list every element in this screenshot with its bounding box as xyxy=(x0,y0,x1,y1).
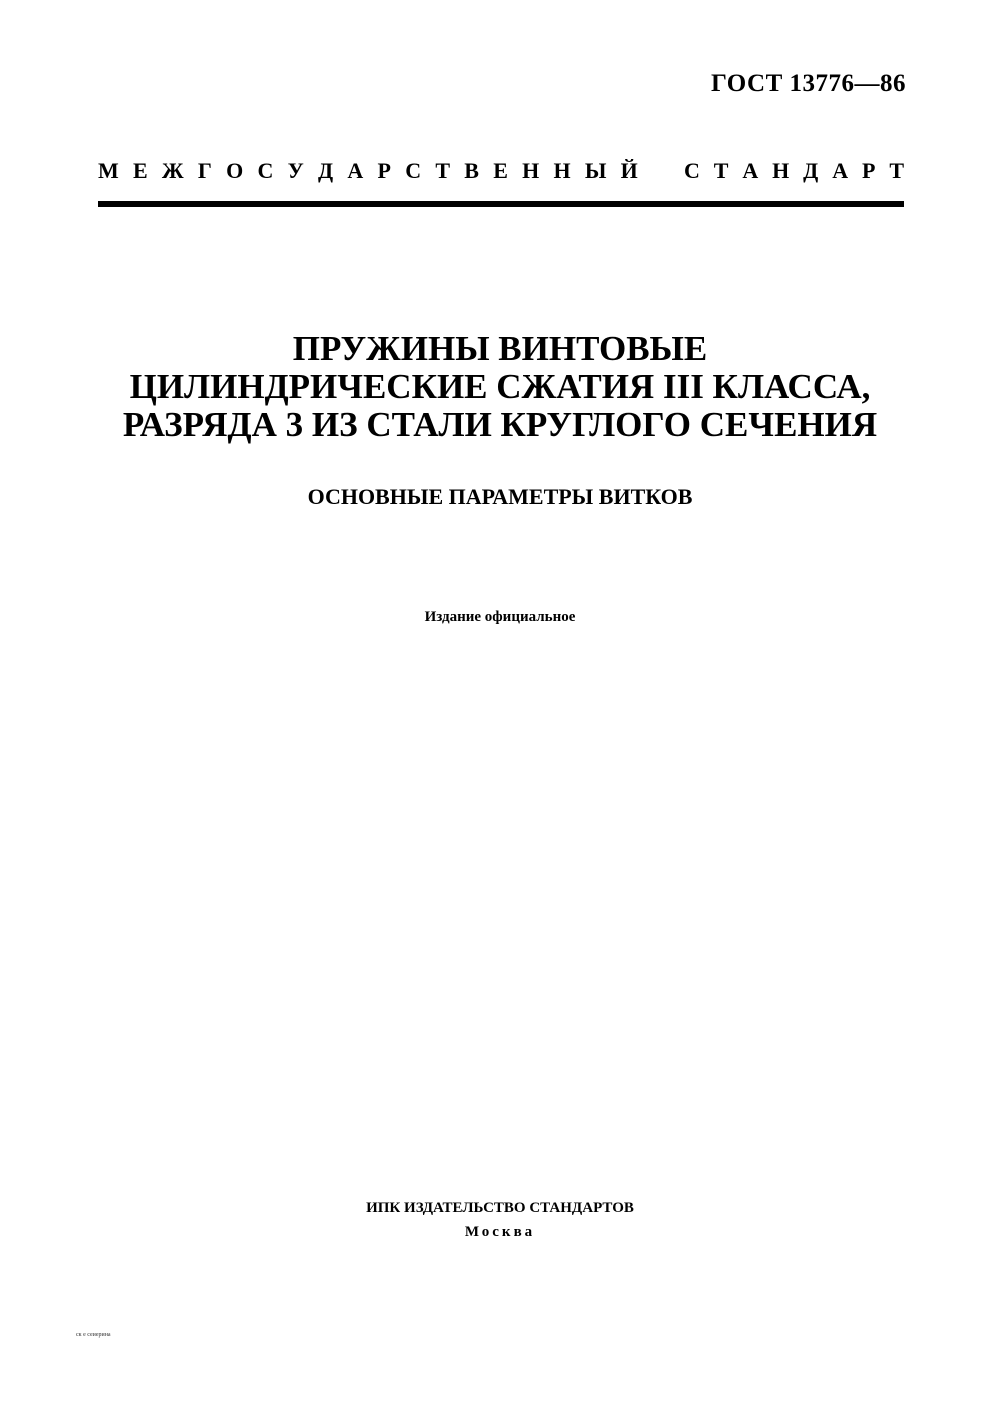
letter: Ы xyxy=(584,158,607,183)
letter: Н xyxy=(772,158,790,183)
letter: Г xyxy=(197,158,212,183)
letter: Е xyxy=(493,158,508,183)
letter: А xyxy=(742,158,759,183)
letter: Т xyxy=(713,158,729,183)
letter: Н xyxy=(522,158,540,183)
standard-type-word-1 xyxy=(98,158,638,184)
document-title xyxy=(60,330,940,444)
letter: Т xyxy=(889,158,904,183)
footnote-text: ск е сеиерина xyxy=(76,1332,111,1338)
title-line: ЦИЛИНДРИЧЕСКИЕ СЖАТИЯ III КЛАССА, xyxy=(129,367,871,406)
title-line: РАЗРЯДА 3 ИЗ СТАЛИ КРУГЛОГО СЕЧЕНИЯ xyxy=(122,405,878,444)
letter: У xyxy=(287,158,304,183)
letter: Й xyxy=(620,158,638,183)
letter: Е xyxy=(133,158,148,183)
publisher-city: Москва xyxy=(464,1224,536,1240)
document-number: ГОСТ 13776—86 xyxy=(710,70,906,97)
letter: О xyxy=(226,158,244,183)
letter: С xyxy=(405,158,422,183)
letter: М xyxy=(98,158,119,183)
letter: С xyxy=(684,158,700,183)
edition-note: Издание официальное xyxy=(424,609,576,625)
letter: Р xyxy=(861,158,876,183)
letter: В xyxy=(464,158,479,183)
letter: А xyxy=(347,158,364,183)
letter: А xyxy=(832,158,849,183)
header-rule xyxy=(98,201,904,207)
document-subtitle: ОСНОВНЫЕ ПАРАМЕТРЫ ВИТКОВ xyxy=(307,484,693,509)
standard-type-heading xyxy=(98,158,904,184)
letter: Т xyxy=(435,158,451,183)
letter: Д xyxy=(803,158,819,183)
publisher-name: ИПК ИЗДАТЕЛЬСТВО СТАНДАРТОВ xyxy=(366,1200,634,1216)
letter: С xyxy=(257,158,274,183)
letter: Ж xyxy=(161,158,184,183)
letter: Н xyxy=(553,158,571,183)
standard-type-word-2 xyxy=(684,158,904,184)
letter: Д xyxy=(318,158,334,183)
title-line: ПРУЖИНЫ ВИНТОВЫЕ xyxy=(292,329,708,368)
letter: Р xyxy=(377,158,391,183)
